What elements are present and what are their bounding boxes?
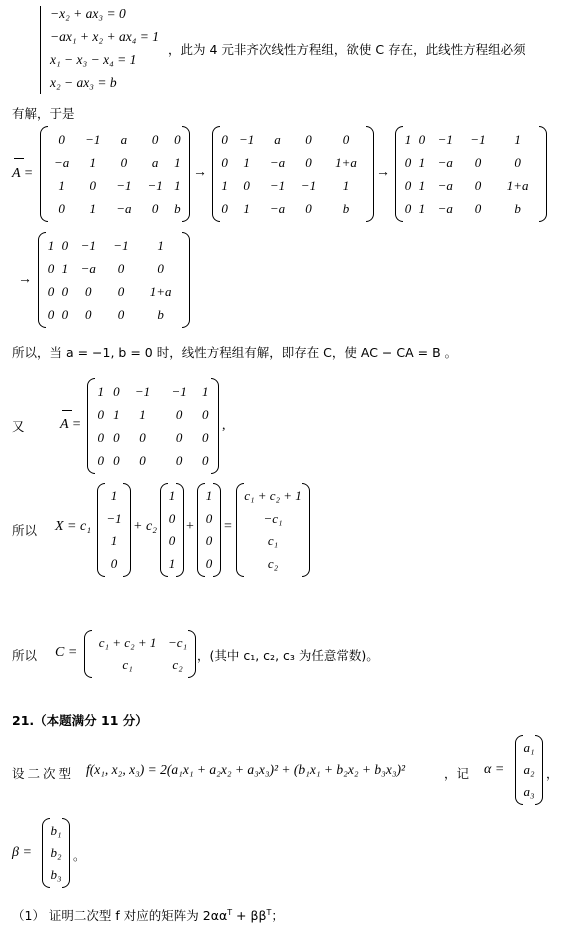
alpha-comma: ，: [546, 766, 559, 781]
matrix-cell: 0: [61, 284, 69, 299]
matrix-row: [93, 403, 213, 426]
beta-period: 。: [73, 848, 86, 863]
matrix-cell: −a: [437, 155, 453, 170]
matrix-row: [44, 303, 184, 326]
matrix-cell: 1: [58, 178, 65, 193]
matrix-table: [218, 128, 368, 220]
you-label: 又: [12, 419, 25, 434]
matrix-cell: b₃: [50, 867, 62, 882]
beta-vector: [42, 818, 70, 888]
alpha-label: α =: [484, 762, 505, 777]
matrix-cell: 0: [174, 132, 181, 147]
matrix-cell: a: [120, 132, 128, 147]
matrix-cell: −a: [116, 201, 132, 216]
matrix-row: [242, 530, 304, 553]
matrix-table: [90, 632, 190, 676]
matrix-cell: 0: [139, 453, 146, 468]
matrix-row: [46, 151, 184, 174]
matrix-cell: b₂: [50, 845, 62, 860]
matrix-row: [401, 174, 541, 197]
abar-label: A =: [12, 166, 34, 181]
system-brace: [40, 6, 47, 94]
vector-1: [97, 483, 131, 577]
matrix-table: [103, 485, 125, 575]
system-description: ，此为 4 元非齐次线性方程组，欲使 C 存在，此线性方程组必须: [168, 42, 526, 57]
matrix-cell: b₁: [50, 823, 62, 838]
matrix-cell: −a: [80, 261, 96, 276]
matrix-cell: 0: [151, 132, 159, 147]
right-bracket: [213, 483, 221, 577]
matrix-cell: 0: [404, 178, 412, 193]
matrix-table: [44, 234, 184, 326]
matrix-cell: 1: [89, 201, 96, 216]
matrix-cell: 0: [117, 284, 125, 299]
matrix-row: [103, 553, 125, 576]
matrix-cell: −1: [269, 178, 286, 193]
matrix-cell: b: [157, 307, 164, 322]
matrix-cell: 0: [47, 284, 55, 299]
right-bracket: [182, 232, 190, 328]
matrix-cell: 1+a: [506, 178, 529, 193]
matrix-cell: 1: [168, 488, 176, 503]
matrix-cell: 0: [117, 307, 125, 322]
solvable-line: 有解，于是: [12, 106, 75, 121]
matrix-row: [218, 128, 368, 151]
conclusion-line: 所以，当 a = −1, b = 0 时，线性方程组有解，即存在 C，使 AC − CA = B 。: [12, 345, 458, 360]
right-bracket: [366, 126, 374, 222]
matrix-row: [242, 485, 304, 508]
matrix-cell: −1: [171, 384, 187, 399]
matrix-row: [103, 530, 125, 553]
matrix-cell: 0: [474, 201, 482, 216]
matrix-cell: 1: [418, 201, 426, 216]
matrix-cell: 1: [113, 407, 120, 422]
part-1-tail: ；: [271, 908, 284, 923]
part-1-sup-2: T: [266, 907, 272, 917]
matrix-cell: 1: [418, 178, 426, 193]
matrix-cell: 1: [168, 555, 176, 571]
matrix-cell: 0: [205, 555, 213, 571]
matrix-step-2: [395, 126, 547, 222]
matrix-cell: −1: [437, 132, 453, 147]
part-1-text-b: + ββ: [232, 908, 267, 923]
matrix-cell: c₁: [267, 533, 279, 548]
matrix-cell: 0: [221, 155, 228, 170]
matrix-cell: a₃: [523, 784, 535, 799]
matrix-cell: 0: [61, 307, 69, 322]
matrix-cell: 0: [305, 201, 312, 216]
quadratic-form: f(x₁, x₂, x₃) = 2(a₁x₁ + a₂x₂ + a₃x₃)² + (b₁x₁ + b₂x₂ + b₃x₃)²: [86, 762, 406, 777]
matrix-cell: 0: [175, 430, 183, 445]
matrix-cell: 0: [84, 307, 92, 322]
matrix-cell: 0: [205, 533, 213, 548]
matrix-cell: 0: [58, 201, 65, 216]
plus-sign: +: [186, 519, 194, 534]
matrix-cell: 0: [418, 132, 426, 147]
equals-sign: =: [224, 519, 232, 534]
matrix-cell: a: [274, 132, 281, 147]
matrix-row: [242, 508, 304, 531]
abar-overline-2: [62, 410, 72, 411]
part-1-sup-1: T: [227, 907, 233, 917]
ji-label: ，记: [444, 766, 470, 781]
matrix-cell: 1: [174, 178, 181, 193]
matrix-cell: 1: [205, 488, 213, 503]
right-bracket: [211, 378, 219, 474]
matrix-cell: 0: [205, 510, 213, 526]
part-1-text: （1） 证明二次型 f 对应的矩阵为 2αα: [12, 908, 228, 923]
abar-overline: [14, 158, 24, 159]
c-note: ，(其中 c₁, c₂, c₃ 为任意常数)。: [197, 648, 379, 663]
matrix-cell: 0: [58, 132, 65, 147]
matrix-table: [46, 128, 184, 220]
matrix-cell: 1: [514, 132, 521, 147]
matrix-cell: 0: [201, 453, 209, 468]
matrix-cell: −a: [269, 155, 286, 170]
matrix-cell: −1: [116, 178, 132, 193]
vector-2: [160, 483, 184, 577]
matrix-cell: 0: [110, 555, 118, 571]
matrix-cell: b: [514, 201, 521, 216]
part-1: [12, 906, 284, 924]
right-bracket: [182, 126, 190, 222]
matrix-row: [103, 485, 125, 508]
matrix-cell: 0: [47, 261, 55, 276]
matrix-cell: 0: [47, 307, 55, 322]
matrix-row: [44, 234, 184, 257]
matrix-cell: 0: [97, 430, 105, 445]
system-eq-3: x₁ − x₃ − x₄ = 1: [50, 52, 137, 67]
suoyi-label-1: 所以: [12, 523, 38, 538]
matrix-cell: 0: [97, 453, 105, 468]
matrix-row: [46, 197, 184, 220]
right-bracket: [302, 483, 310, 577]
x-label: X = c₁: [55, 519, 92, 534]
matrix-cell: 1: [110, 533, 118, 548]
matrix-comma: ,: [222, 418, 226, 433]
system-eq-2: −ax₁ + x₂ + ax₄ = 1: [50, 29, 159, 44]
right-bracket: [535, 735, 543, 805]
matrix-cell: 0: [404, 201, 412, 216]
vector-3: [197, 483, 221, 577]
matrix-cell: 0: [113, 430, 120, 445]
matrix-cell: 1: [221, 178, 228, 193]
matrix-cell: 1: [174, 155, 181, 170]
matrix-cell: 0: [168, 510, 176, 526]
matrix-cell: −1: [238, 132, 255, 147]
matrix-cell: 0: [97, 407, 105, 422]
matrix-cell: −1: [106, 510, 122, 526]
matrix-cell: 1+a: [335, 155, 357, 170]
matrix-cell: 1: [139, 407, 146, 422]
matrix-row: [90, 654, 190, 676]
matrix-cell: −1: [300, 178, 317, 193]
right-bracket: [539, 126, 547, 222]
matrix-cell: 1: [201, 384, 209, 399]
matrix-cell: 0: [514, 155, 521, 170]
matrix-cell: 0: [404, 155, 412, 170]
matrix-cell: 1: [110, 488, 118, 503]
matrix-cell: 1: [47, 238, 55, 253]
arrow-1: →: [193, 165, 207, 180]
matrix-cell: 0: [151, 201, 159, 216]
abar-label-2: A =: [60, 417, 82, 432]
matrix-cell: 0: [89, 178, 96, 193]
matrix-row: [93, 449, 213, 472]
suoyi-label-2: 所以: [12, 648, 38, 663]
matrix-cell: 1: [157, 238, 164, 253]
question-21-intro: 设二次型: [12, 766, 75, 781]
matrix-cell: 1: [404, 132, 412, 147]
matrix-cell: b: [342, 201, 350, 216]
matrix-cell: b: [174, 201, 181, 216]
matrix-row: [218, 197, 368, 220]
matrix-cell: −c₁: [263, 510, 283, 526]
matrix-row: [401, 128, 541, 151]
matrix-cell: 1: [97, 384, 105, 399]
matrix-table: [401, 128, 541, 220]
matrix-cell: c₂: [172, 657, 183, 672]
matrix-table: [242, 485, 304, 575]
matrix-cell: c₁ + c₂ + 1: [244, 488, 302, 503]
matrix-cell: c₁ + c₂ + 1: [98, 635, 157, 650]
matrix-cell: 1: [243, 155, 250, 170]
matrix-cell: −a: [53, 155, 70, 170]
matrix-step-3: [38, 232, 190, 328]
matrix-row: [242, 553, 304, 576]
alpha-vector: [515, 735, 543, 805]
beta-label: β =: [12, 845, 32, 860]
matrix-cell: −a: [437, 201, 453, 216]
matrix-cell: 0: [201, 407, 209, 422]
matrix-cell: 0: [113, 453, 120, 468]
right-bracket: [188, 630, 196, 678]
matrix-cell: 0: [117, 261, 125, 276]
matrix-cell: c₂: [267, 555, 279, 571]
matrix-row: [218, 174, 368, 197]
matrix-cell: 0: [221, 132, 228, 147]
matrix-row: [93, 380, 213, 403]
matrix-row: [93, 426, 213, 449]
system-eq-4: x₂ − ax₃ = b: [50, 75, 117, 90]
right-bracket: [62, 818, 70, 888]
matrix-cell: 1: [61, 261, 69, 276]
matrix-cell: 0: [243, 178, 250, 193]
plus-c2: + c₂: [133, 519, 158, 534]
matrix-cell: 0: [113, 384, 120, 399]
matrix-cell: 0: [120, 155, 128, 170]
matrix-cell: −1: [113, 238, 129, 253]
matrix-cell: a₁: [523, 740, 535, 755]
matrix-cell: −1: [134, 384, 151, 399]
matrix-cell: 0: [61, 238, 69, 253]
matrix-cell: −a: [269, 201, 286, 216]
matrix-cell: 0: [139, 430, 146, 445]
matrix-cell: −1: [80, 238, 96, 253]
matrix-cell: −a: [437, 178, 453, 193]
system-eq-1: −x₂ + ax₃ = 0: [50, 6, 126, 21]
matrix-row: [401, 151, 541, 174]
matrix-cell: 0: [342, 132, 350, 147]
matrix-row: [90, 632, 190, 654]
arrow-3: →: [18, 272, 32, 287]
matrix-cell: 0: [157, 261, 164, 276]
matrix-row: [103, 508, 125, 531]
matrix-cell: −1: [470, 132, 486, 147]
matrix-cell: 0: [175, 407, 183, 422]
matrix-table: [93, 380, 213, 472]
matrix-cell: 1: [418, 155, 426, 170]
matrix-cell: 0: [175, 453, 183, 468]
matrix-cell: 0: [305, 155, 312, 170]
matrix-row: [46, 128, 184, 151]
right-bracket: [176, 483, 184, 577]
matrix-row: [46, 174, 184, 197]
c-label: C =: [55, 645, 78, 660]
solution-vector: [236, 483, 310, 577]
matrix-cell: 0: [168, 533, 176, 548]
question-21-title: 21.（本题满分 11 分）: [12, 713, 148, 728]
matrix-cell: 0: [474, 178, 482, 193]
matrix-row: [44, 257, 184, 280]
matrix-cell: c₁: [122, 657, 133, 672]
matrix-cell: 0: [305, 132, 312, 147]
matrix-step-1: [212, 126, 374, 222]
c-matrix: [84, 630, 196, 678]
arrow-2: →: [376, 165, 390, 180]
reduced-matrix: [87, 378, 219, 474]
matrix-cell: 1: [89, 155, 96, 170]
matrix-cell: a₂: [523, 762, 535, 777]
matrix-cell: −c₁: [168, 635, 188, 650]
matrix-cell: 1: [342, 178, 350, 193]
matrix-row: [401, 197, 541, 220]
matrix-row: [44, 280, 184, 303]
matrix-row: [218, 151, 368, 174]
right-bracket: [123, 483, 131, 577]
augmented-matrix: [40, 126, 190, 222]
matrix-cell: 0: [84, 284, 92, 299]
matrix-cell: 0: [221, 201, 228, 216]
matrix-cell: 0: [201, 430, 209, 445]
matrix-cell: 1+a: [149, 284, 172, 299]
matrix-cell: 0: [474, 155, 482, 170]
matrix-cell: 1: [243, 201, 250, 216]
matrix-cell: −1: [85, 132, 101, 147]
matrix-cell: a: [151, 155, 159, 170]
matrix-cell: −1: [147, 178, 163, 193]
